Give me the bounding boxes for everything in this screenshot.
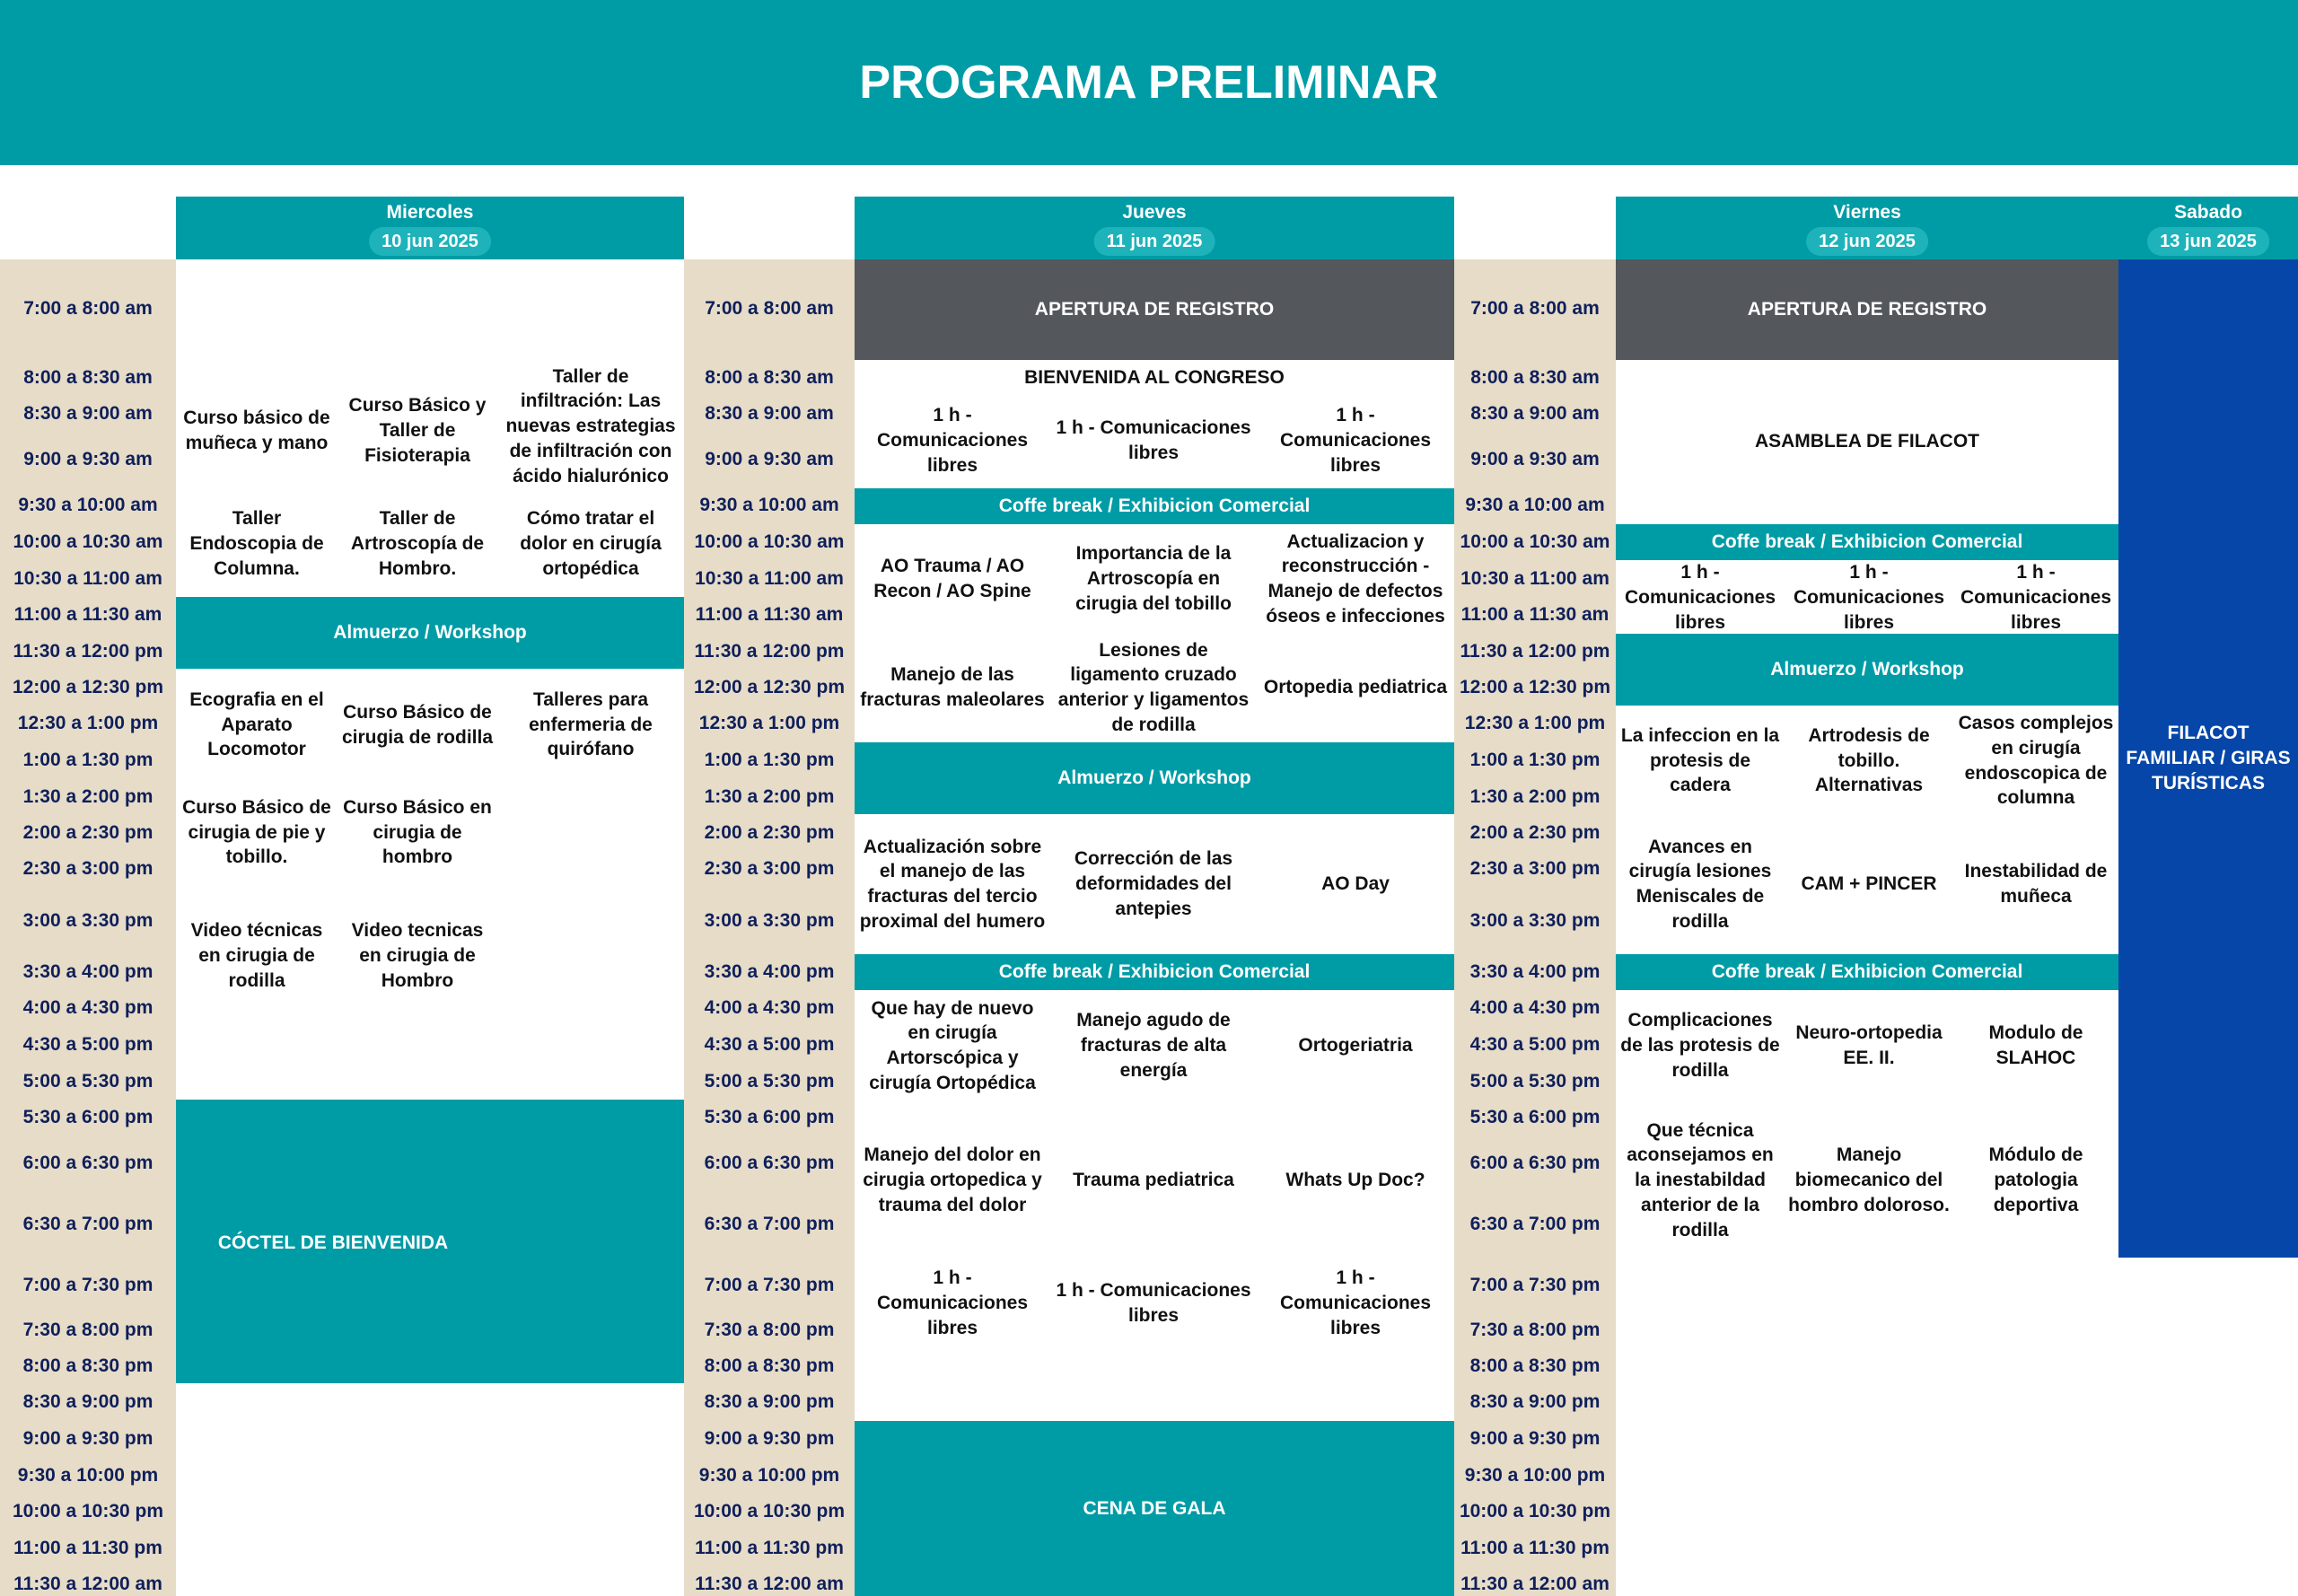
time-label: 5:00 a 5:30 pm xyxy=(704,1071,835,1092)
time-label: 8:00 a 8:30 am xyxy=(23,367,153,388)
time-label: 3:30 a 4:00 pm xyxy=(22,961,153,982)
session-cell: Taller de Artroscopía de Hombro. xyxy=(350,508,485,579)
session-cell: Manejo del dolor en cirugia ortopedica y trauma del dolor xyxy=(863,1144,1042,1215)
day-name: Sabado xyxy=(2174,202,2242,223)
time-label: 9:00 a 9:30 pm xyxy=(1469,1428,1601,1449)
time-label: 12:00 a 12:30 pm xyxy=(12,677,164,697)
day-date: 13 jun 2025 xyxy=(2147,227,2269,256)
day-date: 10 jun 2025 xyxy=(369,227,491,256)
time-label: 4:00 a 4:30 pm xyxy=(704,997,835,1018)
time-label: 1:30 a 2:00 pm xyxy=(704,786,835,807)
session-cell: 1 h - Comunicaciones libres xyxy=(1279,405,1432,476)
day-name: Miercoles xyxy=(386,202,474,223)
time-label: 11:00 a 11:30 pm xyxy=(695,1538,844,1558)
time-label: 11:30 a 12:00 pm xyxy=(13,641,163,662)
time-label: 2:30 a 3:00 pm xyxy=(704,858,835,879)
time-label: 2:00 a 2:30 pm xyxy=(704,822,835,843)
session-cell: Curso Básico de cirugia de rodilla xyxy=(341,701,494,748)
time-label: 9:30 a 10:00 pm xyxy=(1464,1465,1606,1486)
session-cell: AO Trauma / AO Recon / AO Spine xyxy=(873,556,1031,601)
session-cell: CAM + PINCER xyxy=(1801,873,1937,895)
lunch-workshop-band: Almuerzo / Workshop xyxy=(855,742,1454,814)
time-label: 9:30 a 10:00 am xyxy=(18,495,158,515)
time-label: 10:00 a 10:30 pm xyxy=(12,1501,164,1521)
time-label: 2:30 a 3:00 pm xyxy=(22,858,153,879)
coffee-break-band: Coffe break / Exhibicion Comercial xyxy=(1616,524,2118,560)
session-cell: Importancia de la Artroscopía en cirugia del tobillo xyxy=(1075,543,1232,614)
day-name: Viernes xyxy=(1833,202,1901,223)
time-label: 12:30 a 1:00 pm xyxy=(1464,713,1606,733)
coffee-break-band: Coffe break / Exhibicion Comercial xyxy=(855,488,1454,524)
session-cell: Modulo de SLAHOC xyxy=(1988,1022,2083,1068)
session-cell: Curso Básico y Taller de Fisioterapia xyxy=(348,395,487,466)
session-cell: Video tecnicas en cirugia de Hombro xyxy=(351,920,484,991)
session-cell: Casos complejos en cirugía endoscopica de columna xyxy=(1958,713,2114,809)
cocktail-block xyxy=(176,1100,684,1383)
session-cell: Artrodesis de tobillo. Alternativas xyxy=(1808,724,1930,796)
session-cell: Curso Básico de cirugia de pie y tobillo. xyxy=(182,796,331,868)
time-label: 2:30 a 3:00 pm xyxy=(1469,858,1601,879)
time-label: 3:00 a 3:30 pm xyxy=(22,910,153,931)
session-cell: Inestabilidad de muñeca xyxy=(1964,861,2108,907)
day-header-saturday xyxy=(2118,197,2298,259)
session-cell: Taller de infiltración: Las nuevas estrategias de infiltración con ácido hialurónico xyxy=(505,365,676,487)
session-cell: 1 h - Comunicaciones libres xyxy=(876,405,1029,476)
time-label: 8:30 a 9:00 pm xyxy=(22,1391,153,1412)
session-cell: Que técnica aconsejamos en la inestabildad anterior de la rodilla xyxy=(1627,1119,1774,1241)
session-cell: 1 h - Comunicaciones libres xyxy=(1279,1267,1432,1338)
registration-block: APERTURA DE REGISTRO xyxy=(1616,259,2118,360)
session-cell: 1 h - Comunicaciones libres xyxy=(1624,562,1776,633)
time-label: 1:30 a 2:00 pm xyxy=(1469,786,1601,807)
time-label: 5:00 a 5:30 pm xyxy=(1469,1071,1601,1092)
time-label: 7:30 a 8:00 pm xyxy=(1469,1320,1601,1340)
time-label: 2:00 a 2:30 pm xyxy=(22,822,153,843)
session-cell: Taller Endoscopia de Columna. xyxy=(189,508,324,579)
session-cell: Corrección de las deformidades del antepies xyxy=(1074,848,1233,919)
time-label: 12:30 a 1:00 pm xyxy=(698,713,840,733)
session-cell: Neuro-ortopedia EE. II. xyxy=(1795,1022,1943,1068)
day-header-wednesday xyxy=(176,197,684,259)
lunch-workshop-band: Almuerzo / Workshop xyxy=(176,597,684,669)
time-label: 7:00 a 7:30 pm xyxy=(1469,1275,1601,1295)
time-label: 10:00 a 10:30 pm xyxy=(693,1501,846,1521)
time-label: 5:30 a 6:00 pm xyxy=(1469,1107,1601,1127)
session-cell: La infeccion en la protesis de cadera xyxy=(1620,724,1780,796)
session-cell: AO Day xyxy=(1321,873,1390,895)
time-label: 6:00 a 6:30 pm xyxy=(704,1153,835,1173)
session-cell: Que hay de nuevo en cirugía Artorscópica y cirugía Ortopédica xyxy=(869,997,1036,1093)
day-date: 11 jun 2025 xyxy=(1094,227,1215,256)
session-cell: 1 h - Comunicaciones libres xyxy=(1793,562,1945,633)
time-label: 9:00 a 9:30 am xyxy=(1470,449,1600,469)
time-label: 4:30 a 5:00 pm xyxy=(1469,1034,1601,1055)
session-cell: 1 h - Comunicaciones libres xyxy=(876,1267,1029,1338)
time-label: 11:00 a 11:30 am xyxy=(1460,604,1609,625)
time-label: 10:30 a 11:00 am xyxy=(1460,568,1609,589)
time-label: 9:30 a 10:00 am xyxy=(1465,495,1605,515)
page-title-banner xyxy=(0,0,2298,165)
time-label: 9:00 a 9:30 am xyxy=(705,449,834,469)
time-label: 12:00 a 12:30 pm xyxy=(693,677,846,697)
time-label: 10:00 a 10:30 am xyxy=(13,531,163,552)
session-cell: Módulo de patologia deportiva xyxy=(1988,1144,2083,1215)
time-label: 11:00 a 11:30 am xyxy=(695,604,844,625)
time-label: 6:30 a 7:00 pm xyxy=(22,1214,153,1234)
time-label: 8:30 a 9:00 am xyxy=(705,403,834,424)
session-cell: Ortopedia pediatrica xyxy=(1263,677,1448,698)
day-header-thursday xyxy=(855,197,1454,259)
session-cell: 1 h - Comunicaciones libres xyxy=(1056,417,1251,463)
time-label: 11:30 a 12:00 pm xyxy=(1460,641,1610,662)
time-label: 10:00 a 10:30 pm xyxy=(1459,1501,1611,1521)
time-label: 7:30 a 8:00 pm xyxy=(704,1320,835,1340)
time-label: 11:30 a 12:00 am xyxy=(1460,1574,1609,1594)
session-cell: Manejo biomecanico del hombro doloroso. xyxy=(1788,1144,1950,1215)
session-cell: Video técnicas en cirugia de rodilla xyxy=(190,920,323,991)
registration-block: APERTURA DE REGISTRO xyxy=(855,259,1454,360)
page-title: PROGRAMA PRELIMINAR xyxy=(859,57,1439,109)
time-label: 3:00 a 3:30 pm xyxy=(1469,910,1601,931)
session-cell: Cómo tratar el dolor en cirugía ortopédica xyxy=(520,508,662,579)
session-cell: 1 h - Comunicaciones libres xyxy=(1960,562,2112,633)
time-label: 2:00 a 2:30 pm xyxy=(1469,822,1601,843)
time-label: 7:30 a 8:00 pm xyxy=(22,1320,153,1340)
time-label: 12:30 a 1:00 pm xyxy=(17,713,159,733)
day-name: Jueves xyxy=(1122,202,1187,223)
time-label: 6:00 a 6:30 pm xyxy=(1469,1153,1601,1173)
time-label: 5:30 a 6:00 pm xyxy=(22,1107,153,1127)
filacot-familiar-block: FILACOT FAMILIAR / GIRAS TURÍSTICAS xyxy=(2118,259,2298,1258)
time-label: 11:30 a 12:00 am xyxy=(695,1574,844,1594)
time-label: 9:30 a 10:00 pm xyxy=(698,1465,840,1486)
time-label: 9:30 a 10:00 am xyxy=(699,495,839,515)
time-label: 5:30 a 6:00 pm xyxy=(704,1107,835,1127)
time-label: 11:30 a 12:00 am xyxy=(13,1574,162,1594)
time-label: 8:30 a 9:00 am xyxy=(23,403,153,424)
time-label: 8:00 a 8:30 pm xyxy=(22,1355,153,1376)
session-cell: Complicaciones de las protesis de rodilla xyxy=(1620,1010,1780,1081)
session-cell: Talleres para enfermeria de quirófano xyxy=(529,688,653,760)
time-label: 9:30 a 10:00 pm xyxy=(17,1465,159,1486)
time-label: 7:00 a 7:30 pm xyxy=(704,1275,835,1295)
session-cell: Actualización sobre el manejo de las fracturas del tercio proximal del humero xyxy=(859,836,1046,932)
session-cell: Lesiones de ligamento cruzado anterior y ligamentos de rodilla xyxy=(1057,639,1250,735)
time-label: 10:30 a 11:00 am xyxy=(695,568,844,589)
assembly-session: ASAMBLEA DE FILACOT xyxy=(1754,431,1980,452)
time-label: 4:00 a 4:30 pm xyxy=(1469,997,1601,1018)
time-label: 8:00 a 8:30 am xyxy=(705,367,834,388)
session-cell: Curso básico de muñeca y mano xyxy=(183,408,330,453)
lunch-workshop-band: Almuerzo / Workshop xyxy=(1616,634,2118,706)
time-label: 9:00 a 9:30 pm xyxy=(704,1428,835,1449)
coffee-break-band: Coffe break / Exhibicion Comercial xyxy=(1616,954,2118,990)
time-label: 1:00 a 1:30 pm xyxy=(1469,750,1601,770)
time-label: 9:00 a 9:30 am xyxy=(23,449,153,469)
session-cell: Manejo de las fracturas maleolares xyxy=(860,664,1045,710)
time-label: 8:00 a 8:30 pm xyxy=(1469,1355,1601,1376)
time-label: 8:00 a 8:30 pm xyxy=(704,1355,835,1376)
time-label: 10:00 a 10:30 am xyxy=(694,531,845,552)
time-label: 8:30 a 9:00 am xyxy=(1470,403,1600,424)
gala-dinner-block: CENA DE GALA xyxy=(855,1421,1454,1596)
time-label: 8:30 a 9:00 pm xyxy=(704,1391,835,1412)
time-label: 7:00 a 8:00 am xyxy=(1470,298,1600,319)
time-label: 8:00 a 8:30 am xyxy=(1470,367,1600,388)
time-label: 11:30 a 12:00 pm xyxy=(694,641,845,662)
time-label: 3:30 a 4:00 pm xyxy=(1469,961,1601,982)
time-label: 6:30 a 7:00 pm xyxy=(704,1214,835,1234)
time-label: 7:00 a 8:00 am xyxy=(23,298,153,319)
time-label: 8:30 a 9:00 pm xyxy=(1469,1391,1601,1412)
time-label: 12:00 a 12:30 pm xyxy=(1459,677,1611,697)
coffee-break-band: Coffe break / Exhibicion Comercial xyxy=(855,954,1454,990)
time-label: 6:30 a 7:00 pm xyxy=(1469,1214,1601,1234)
time-label: 1:00 a 1:30 pm xyxy=(22,750,153,770)
session-cell: Ortogeriatria xyxy=(1298,1035,1413,1057)
time-label: 10:00 a 10:30 am xyxy=(1460,531,1610,552)
time-label: 4:30 a 5:00 pm xyxy=(22,1034,153,1055)
session-cell: Curso Básico en cirugia de hombro xyxy=(343,796,492,868)
session-cell: Whats Up Doc? xyxy=(1285,1170,1425,1191)
time-label: 10:30 a 11:00 am xyxy=(13,568,162,589)
time-label: 9:00 a 9:30 pm xyxy=(22,1428,153,1449)
session-cell: Avances en cirugía lesiones Meniscales de rodilla xyxy=(1628,836,1772,932)
time-label: 7:00 a 8:00 am xyxy=(705,298,834,319)
time-label: 3:00 a 3:30 pm xyxy=(704,910,835,931)
time-label: 4:30 a 5:00 pm xyxy=(704,1034,835,1055)
session-cell: Actualizacion y reconstrucción - Manejo de defectos óseos e infecciones xyxy=(1266,531,1445,627)
time-label: 3:30 a 4:00 pm xyxy=(704,961,835,982)
time-label: 1:00 a 1:30 pm xyxy=(704,750,835,770)
time-label: 6:00 a 6:30 pm xyxy=(22,1153,153,1173)
time-label: 4:00 a 4:30 pm xyxy=(22,997,153,1018)
session-cell: 1 h - Comunicaciones libres xyxy=(1056,1280,1251,1326)
day-header-friday xyxy=(1616,197,2118,259)
session-cell: Manejo agudo de fracturas de alta energía xyxy=(1076,1010,1231,1081)
time-label: 11:00 a 11:30 pm xyxy=(13,1538,162,1558)
session-cell: Trauma pediatrica xyxy=(1073,1170,1234,1191)
time-label: 1:30 a 2:00 pm xyxy=(22,786,153,807)
time-label: 11:00 a 11:30 am xyxy=(13,604,162,625)
time-label: 5:00 a 5:30 pm xyxy=(22,1071,153,1092)
day-date: 12 jun 2025 xyxy=(1806,227,1928,256)
time-label: 11:00 a 11:30 pm xyxy=(1460,1538,1609,1558)
cocktail-label: CÓCTEL DE BIENVENIDA xyxy=(217,1232,449,1253)
time-label: 7:00 a 7:30 pm xyxy=(22,1275,153,1295)
welcome-session: BIENVENIDA AL CONGRESO xyxy=(1024,367,1285,389)
session-cell: Ecografia en el Aparato Locomotor xyxy=(189,688,324,760)
